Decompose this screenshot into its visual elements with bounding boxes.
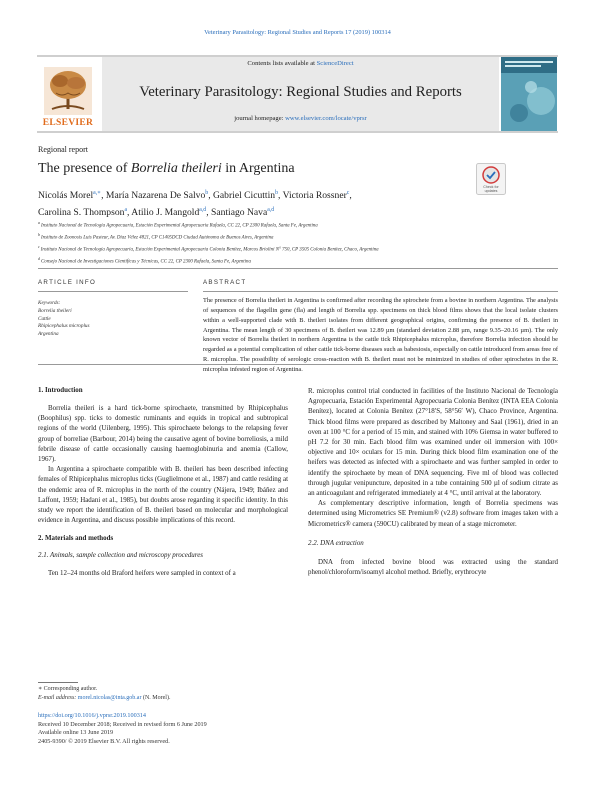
author-name[interactable]: Gabriel Cicuttin — [212, 190, 276, 202]
divider — [38, 291, 188, 292]
author-affiliation-marker[interactable]: c — [346, 190, 350, 196]
publication-info — [38, 712, 298, 746]
right-column — [308, 386, 558, 577]
svg-text:Check for: Check for — [483, 185, 499, 189]
check-for-updates-badge[interactable] — [476, 163, 506, 195]
keyword: Rhipicephalus microplus — [38, 323, 90, 330]
affiliation-text: Consejo Nacional de Investigaciones Científicas y Técnicas, CC 22, CP 2300 Rafaela, Santa Fe, Argentina — [41, 260, 251, 265]
article-type: Regional report — [38, 145, 88, 154]
subsection-heading-2-2: 2.2. DNA extraction — [308, 538, 364, 547]
author-affiliation-marker[interactable]: a,∗ — [93, 190, 102, 196]
journal-cover-thumbnail — [501, 57, 557, 131]
keyword: Cattle — [38, 315, 51, 322]
title-text: The presence of — [38, 161, 131, 176]
section-heading-introduction: 1. Introduction — [38, 386, 83, 394]
author-name[interactable]: Victoria Rossner — [282, 190, 347, 202]
journal-homepage-line — [102, 115, 499, 122]
left-column — [38, 386, 288, 579]
article-title — [38, 161, 295, 177]
keyword: Borrelia theileri — [38, 308, 72, 314]
subsection-heading-2-1: 2.1. Animals, sample collection and microscopy procedures — [38, 551, 203, 560]
author-separator: , — [206, 207, 211, 219]
running-head[interactable]: Veterinary Parasitology: Regional Studies and Reports 17 (2019) 100314 — [204, 29, 391, 36]
author-affiliation-marker[interactable]: a,d — [199, 207, 207, 214]
author-name[interactable]: María Nazarena De Salvo — [105, 190, 206, 202]
methods-paragraph-2: As complementary descriptive information, length of Borrelia specimens was determined using Micrometrics SE Premium® (v2.8) software from images taken with a Micrometrics® camera (590CU) calibrated by mean of a stage micrometer. — [308, 499, 558, 528]
author-name[interactable]: Carolina S. Thompson — [38, 207, 125, 219]
author-name[interactable]: Santiago Nava — [210, 207, 268, 219]
author-affiliation-marker[interactable]: b — [275, 190, 278, 196]
affiliation — [38, 255, 558, 267]
divider — [38, 268, 558, 269]
author-separator: , — [349, 190, 352, 202]
email-label: E-mail address: — [38, 694, 78, 701]
contents-prefix: Contents lists available at — [247, 60, 317, 67]
available-online: Available online 13 June 2019 — [38, 729, 114, 737]
journal-homepage-link[interactable]: www.elsevier.com/locate/vprsr — [285, 115, 367, 122]
divider — [38, 364, 558, 365]
title-text-end: in Argentina — [221, 161, 295, 176]
email-link[interactable]: morel.nicolas@inta.gob.ar — [77, 694, 142, 701]
intro-paragraph-1: Borrelia theileri is a hard tick-borne spirochaete, transmitted by Rhipicephalus (Boophilus) spp. ticks to domestic ruminants and equids in tropical and subtropical regions of the world (Uilenberg, 1995). This spirochaete belongs to the relapsing fever group of borreliae (Barbour, 2014) being the causative agent of bovine borreliosis, a mild febrile disease of cattle occasionally causing haemoglobinuria and anemia (Callow, 1967). — [38, 404, 288, 464]
sciencedirect-link[interactable]: ScienceDirect — [316, 60, 354, 67]
article-info-heading: ARTICLE INFO — [38, 279, 97, 286]
author-separator: , — [208, 190, 213, 202]
email-suffix: (N. Morel). — [141, 694, 171, 701]
affiliation-text: Instituto de Zoonosis Luis Pasteur, Av. Díaz Vélez 4821, CP C1405DCD Ciudad Autónoma de Buenos Aires, Argentina — [41, 235, 274, 241]
author-affiliation-marker[interactable]: a — [124, 207, 128, 214]
affiliation-marker: c — [38, 244, 40, 250]
abstract-text: The presence of Borrelia theileri in Argentina is confirmed after recording the spirochete from a bovine in northern Argentina. The analysis of sequences of the flagellin gene (fla) and length of Borrelia spp. specimens on thick blood films shows that the local isolate clusters within a well-supported clade with B. theileri isolates from different geographical origins, confirming the presence of B. theileri in Argentina. The mean length of 30 specimens of B. theileri was 12.89 µm (standard deviation 2.88 µm, range 9.35–20.16 µm). The only known vector of Borrelia theileri in northern Argentina is the cattle tick Rhipicephalus microplus, therefore Borrelia infection should be regarded as a potential complication of other cattle tick-borne diseases such as babesiosis, especially on cattle introduced from areas free of R. microplus. The possibility of serologic cross-reaction with B. theileri must not be minimized in studies of other spirochetes in the R. microplus infested region of Argentina. — [203, 297, 558, 373]
affiliation-marker: b — [38, 232, 40, 238]
affiliation — [38, 219, 558, 231]
svg-text:updates: updates — [484, 189, 498, 193]
intro-paragraph-2: In Argentina a spirochaete compatible with B. theileri has been described infecting females of Rhipicephalus microplus ticks (Guglielmone et al., 1987) and cattle residing at the endemic area of R. microplus in the north of the country (Nájera, 1949; Ibáñez and Laffont, 1959; Hadani et al., 1985), but doubts arose regarding it specific identity. In this study we report the identification of B. theileri based on molecular and morphological evidence in Argentina, and discuss possible implications of this record. — [38, 465, 288, 525]
dna-extraction-paragraph: DNA from infected bovine blood was extracted using the standard phenol/chloroform/isoamyl alcohol method. Briefly, erythrocyte — [308, 557, 558, 577]
corresponding-author-note: ∗ Corresponding author. — [38, 686, 98, 692]
abstract-heading: ABSTRACT — [203, 279, 247, 286]
affiliation-text: Instituto Nacional de Tecnología Agropecuaria, Estación Experimental Agropecuaria Rafaela, CC 22, CP 2300 Rafaela, Santa Fe, Argentina — [41, 223, 318, 229]
received-dates: Received 10 December 2018; Received in revised form 6 June 2019 — [38, 720, 207, 728]
homepage-prefix: journal homepage: — [234, 115, 286, 122]
title-species: Borrelia theileri — [130, 161, 222, 176]
author-separator: , — [101, 190, 106, 202]
author-name[interactable]: Nicolás Morel — [38, 190, 94, 202]
author-affiliation-marker[interactable]: b — [205, 190, 209, 196]
keywords-label: Keywords: — [38, 300, 61, 306]
methods-paragraph-continued: R. microplus control trial conducted in facilities of the Instituto Nacional de Tecnología Agropecuaria, Estación Experimental Agropecuaria Colonia Benítez (INTA EEA Colonia Benítez), located at Colonia Benítez (27°18′S, 58°56′ W), Chaco Province, Argentina. Thick blood films were prepared as described by Maltoney and Saal (1961), dried in an oven at 100 °C for a period of 15 min, and stained with 10% Giemsa in water buffered to pH 7.2 for 30 min. Each blood film was examined under oil immersion with 100× objective and 10× oculars for 15 min. During thick blood film examination one of the heifers was detected as infected with a spirochaete and was further sampled in order to identify the spirochaete by mean of DNA sequencing. Five ml of blood was collected through jugular venipuncture, deposited in a tube containing 500 µl of sodium citrate as an anticoagulant and refrigerated immediately at 4 °C, until arrival at the laboratory. — [308, 387, 558, 498]
keywords-list — [38, 308, 90, 338]
elsevier-wordmark: ELSEVIER — [42, 118, 94, 128]
email-note — [38, 694, 288, 703]
section-heading-methods: 2. Materials and methods — [38, 534, 114, 543]
contents-line — [102, 60, 499, 67]
doi-link[interactable]: https://doi.org/10.1016/j.vprsr.2019.100314 — [38, 712, 146, 719]
divider — [203, 291, 558, 292]
affiliation-list — [38, 219, 558, 268]
footnotes — [38, 685, 288, 702]
affiliation — [38, 231, 558, 243]
author-list — [38, 186, 468, 220]
affiliation — [38, 243, 558, 255]
footnote-rule — [38, 682, 78, 683]
author-affiliation-marker[interactable]: a,d — [267, 207, 275, 214]
journal-title: Veterinary Parasitology: Regional Studies and Reports — [139, 84, 462, 100]
author-name[interactable]: Atilio J. Mangold — [131, 207, 200, 219]
author-separator: , — [127, 207, 132, 219]
author-separator: , — [277, 190, 283, 202]
keyword: Argentina — [38, 330, 59, 337]
affiliation-text: Instituto Nacional de Tecnología Agropecuaria, Estación Experimental Agropecuaria Colonia Benítez, Marcos Briolini N° 750, CP 3505 Colonia Benítez, Chaco, Argentina — [40, 247, 379, 253]
copyright: 2405-9390/ © 2019 Elsevier B.V. All rights reserved. — [38, 737, 170, 745]
methods-paragraph-1: Ten 12–24 months old Braford heifers were sampled in context of a — [48, 569, 236, 578]
affiliation-marker: a — [38, 220, 40, 225]
affiliation-marker: d — [38, 256, 40, 262]
